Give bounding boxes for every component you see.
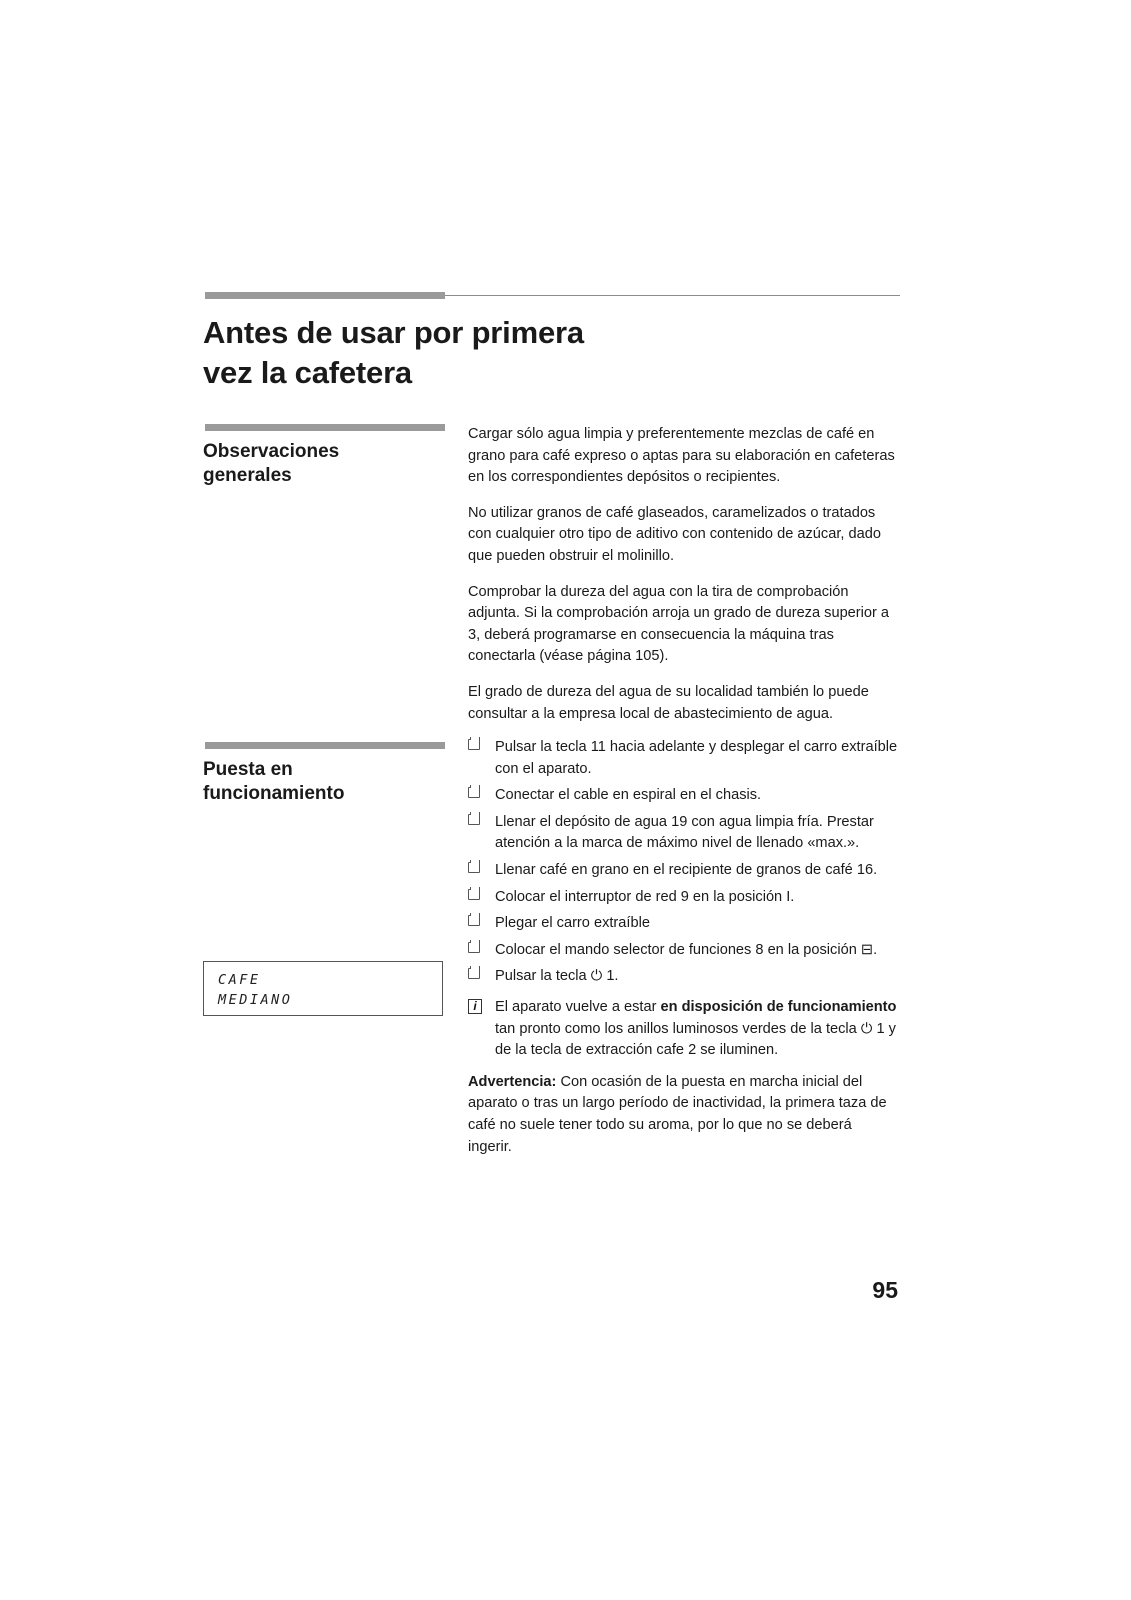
info-note-bold: en disposición de funcionamiento	[660, 998, 897, 1015]
page-number: 95	[872, 1277, 898, 1303]
section-heading-startup-line-1: Puesta en	[203, 759, 293, 780]
page-title-line-1: Antes de usar por primera	[203, 315, 584, 350]
list-item-text: Colocar el mando selector de funciones 8 en la posición ⊟.	[495, 941, 878, 958]
list-item-text: Conectar el cable en espiral en el chasis.	[495, 787, 762, 804]
list-item-text: Colocar el interruptor de red 9 en la posición I.	[495, 888, 795, 905]
section-rule-general	[205, 424, 445, 431]
display-text	[218, 970, 292, 1010]
page-title	[203, 313, 903, 393]
list-item	[468, 860, 898, 882]
list-item-text: Llenar el depósito de agua 19 con agua limpia fría. Prestar atención a la marca de máximo nivel de llenado «max.».	[495, 813, 874, 852]
checkbox-bullet-icon	[468, 862, 480, 873]
list-item	[468, 785, 898, 807]
list-item	[468, 913, 898, 935]
section-rule-startup	[205, 742, 445, 749]
info-note-text-part-2: tan pronto como los anillos luminosos verdes de la tecla ⏻ 1 y de la tecla de extracción cafe 2 se iluminen.	[495, 1020, 896, 1059]
section-body-general	[468, 424, 898, 725]
checkbox-bullet-icon	[468, 968, 480, 979]
paragraph: El grado de dureza del agua de su localidad también lo puede consultar a la empresa local de abastecimiento de agua.	[468, 683, 869, 722]
section-heading-startup-line-2: funcionamiento	[203, 783, 345, 804]
header-rule-thick	[205, 292, 445, 299]
list-item-text: Plegar el carro extraíble	[495, 915, 650, 932]
checkbox-bullet-icon	[468, 814, 480, 825]
info-icon: i	[468, 999, 482, 1014]
section-heading-general-line-2: generales	[203, 465, 292, 486]
checkbox-bullet-icon	[468, 787, 480, 798]
list-item	[468, 966, 898, 988]
section-heading-general-line-1: Observaciones	[203, 441, 340, 462]
checkbox-bullet-icon	[468, 739, 480, 750]
warning-text: Con ocasión de la puesta en marcha inicial del aparato o tras un largo período de inactividad, la primera taza de café no suele tener todo su aroma, por lo que no se deberá ingerir.	[468, 1073, 887, 1155]
checkbox-bullet-icon	[468, 942, 480, 953]
display-line-1: CAFE	[218, 972, 261, 988]
paragraph: Cargar sólo agua limpia y preferentemente mezclas de café en grano para café expreso o aptas para su elaboración en cafeteras en los correspondientes depósitos o recipientes.	[468, 426, 895, 486]
info-note-text-part-1: El aparato vuelve a estar	[495, 998, 661, 1015]
list-item-text: Pulsar la tecla 11 hacia adelante y desplegar el carro extraíble con el aparato.	[495, 739, 898, 777]
list-item-text: Pulsar la tecla ⏻ 1.	[495, 968, 619, 985]
list-item	[468, 812, 898, 855]
list-item	[468, 940, 898, 962]
checkbox-bullet-icon	[468, 889, 480, 900]
info-note	[468, 997, 898, 1062]
section-body-startup	[468, 737, 898, 1158]
coffee-machine-display	[203, 961, 443, 1016]
section-heading-general	[203, 440, 453, 488]
checkbox-bullet-icon	[468, 915, 480, 926]
warning-label: Advertencia:	[468, 1073, 557, 1090]
paragraph: Comprobar la dureza del agua con la tira de comprobación adjunta. Si la comprobación arroja un grado de dureza superior a 3, deberá programarse en consecuencia la máquina tras conectarla (véase página 105).	[468, 583, 890, 665]
display-line-2: MEDIANO	[218, 992, 293, 1008]
paragraph: No utilizar granos de café glaseados, caramelizados o tratados con cualquier otro tipo de aditivo con contenido de azúcar, dado que pueden obstruir el molinillo.	[468, 504, 881, 564]
warning-note	[468, 1072, 898, 1158]
list-item	[468, 887, 898, 909]
page-title-line-2: vez la cafetera	[203, 355, 412, 390]
list-item	[468, 737, 898, 780]
list-item-text: Llenar café en grano en el recipiente de granos de café 16.	[495, 861, 878, 878]
section-heading-startup	[203, 758, 453, 806]
